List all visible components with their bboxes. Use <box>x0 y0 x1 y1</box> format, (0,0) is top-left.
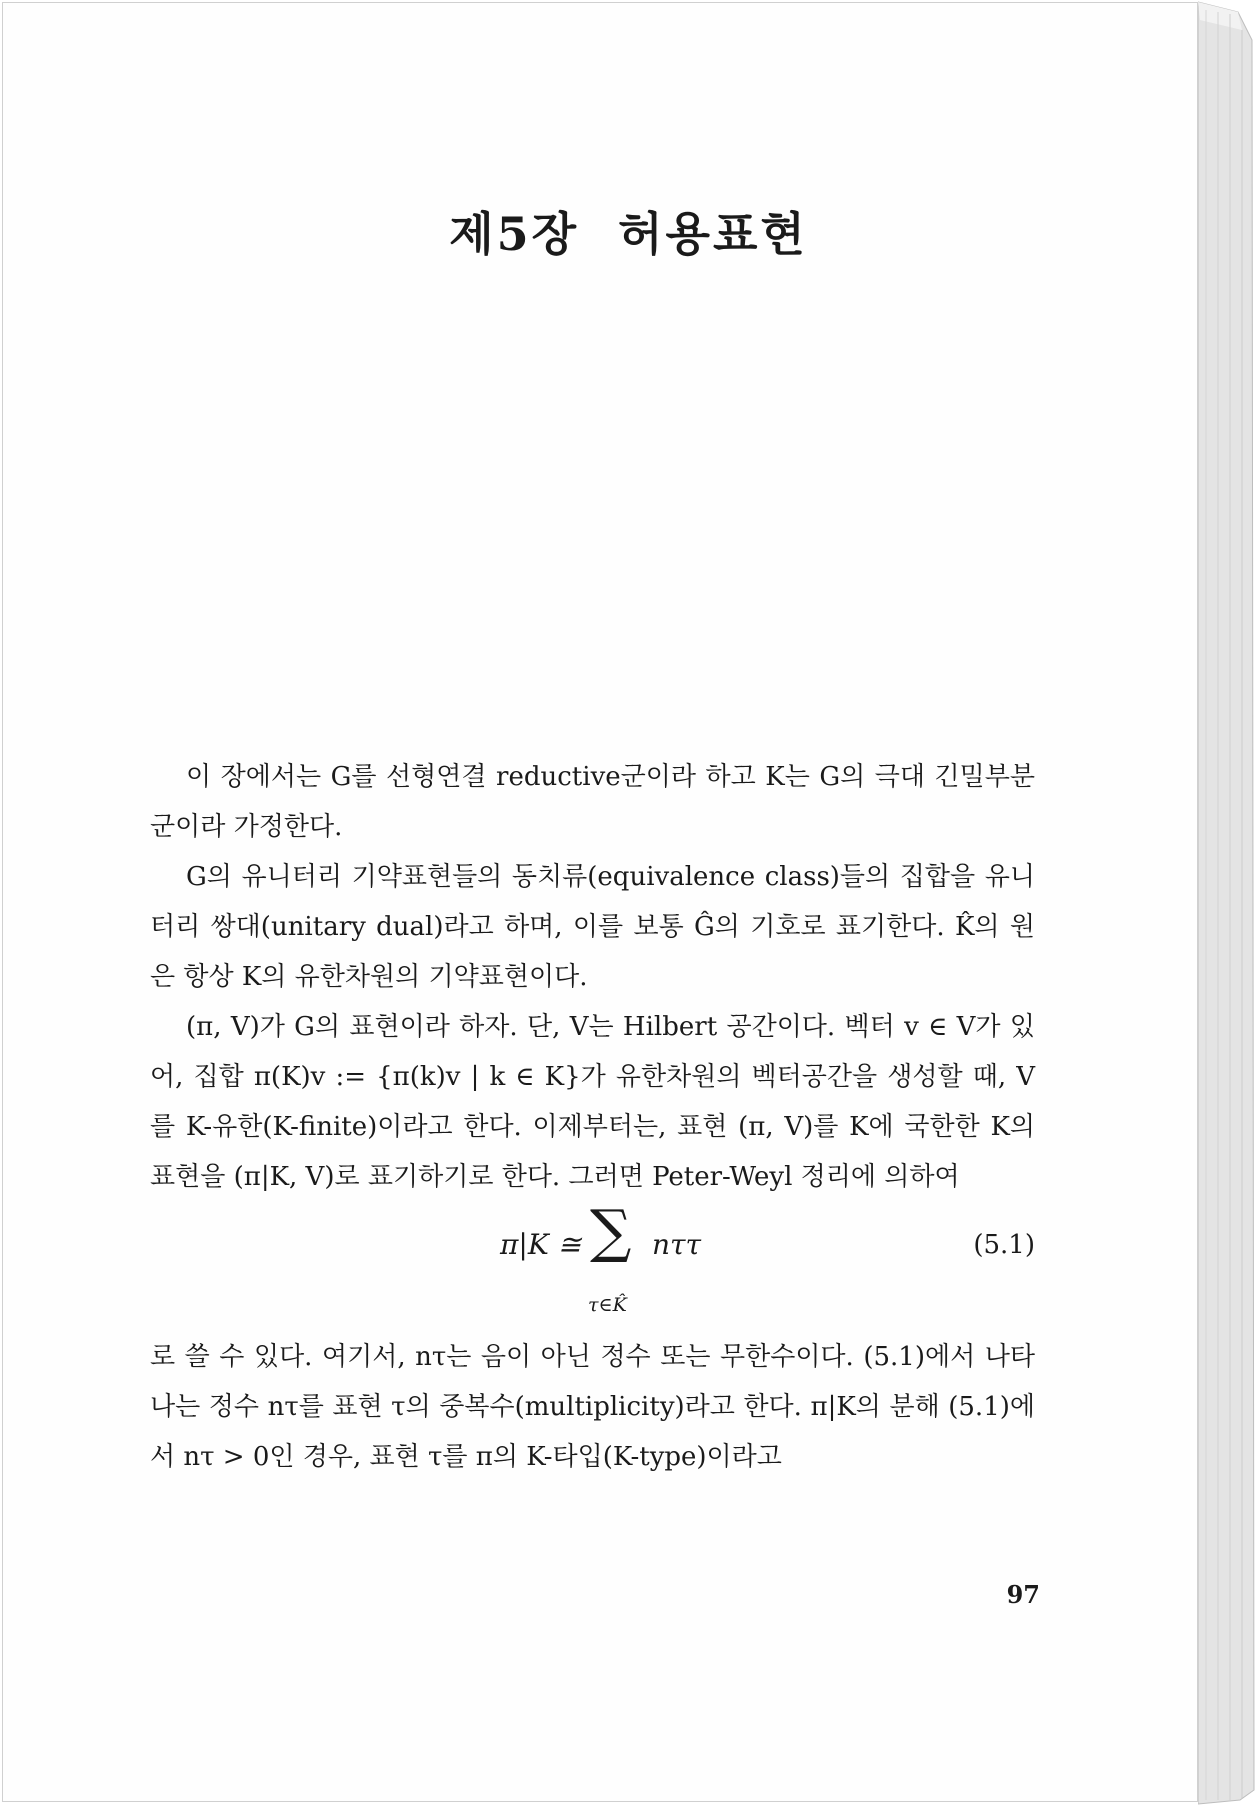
equation-lhs: π|K ≅ <box>500 1228 582 1261</box>
paragraph-4: 로 쓸 수 있다. 여기서, nτ는 음이 아닌 정수 또는 무한수이다. (5.1)에서 나타나는 정수 nτ를 표현 τ의 중복수(multiplicity)라고 한다. π|K의 분해 (5.1)에서 nτ > 0인 경우, 표현 τ를 π의 K-타입(K-type)이라고 <box>150 1342 1035 1472</box>
paragraph-2: G의 유니터리 기약표현들의 동치류(equivalence class)들의 집합을 유니터리 쌍대(unitary dual)라고 하며, 이를 보통 Ĝ의 기호로 표기한다. K̂의 원은 항상 K의 유한차원의 기약표현이다. <box>150 862 1035 992</box>
page-number: 97 <box>1006 1580 1040 1609</box>
paragraph-1: 이 장에서는 G를 선형연결 reductive군이라 하고 K는 G의 극대 긴밀부분군이라 가정한다. <box>150 762 1035 842</box>
body-text <box>150 752 1035 1482</box>
equation-number: (5.1) <box>973 1230 1035 1260</box>
chapter-title <box>0 198 1257 264</box>
paragraph-3: (π, V)가 G의 표현이라 하자. 단, V는 Hilbert 공간이다. 벡터 v ∈ V가 있어, 집합 π(K)v := {π(k)v | k ∈ K}가 유한차원의 벡터공간을 생성할 때, V를 K-유한(K-finite)이라고 한다. 이제부터는, 표현 (π, V)를 K에 국한한 K의 표현을 (π|K, V)로 표기하기로 한다. 그러면 Peter-Weyl 정리에 의하여 <box>150 1012 1035 1192</box>
sum-subscript: τ∈K̂ <box>588 1294 627 1316</box>
chapter-number: 제5장 <box>449 207 580 261</box>
equation-rhs: nττ <box>652 1228 702 1261</box>
equation-5-1 <box>150 1197 1035 1322</box>
sum-symbol: ∑ <box>590 1197 632 1265</box>
chapter-name: 허용표현 <box>618 207 808 261</box>
